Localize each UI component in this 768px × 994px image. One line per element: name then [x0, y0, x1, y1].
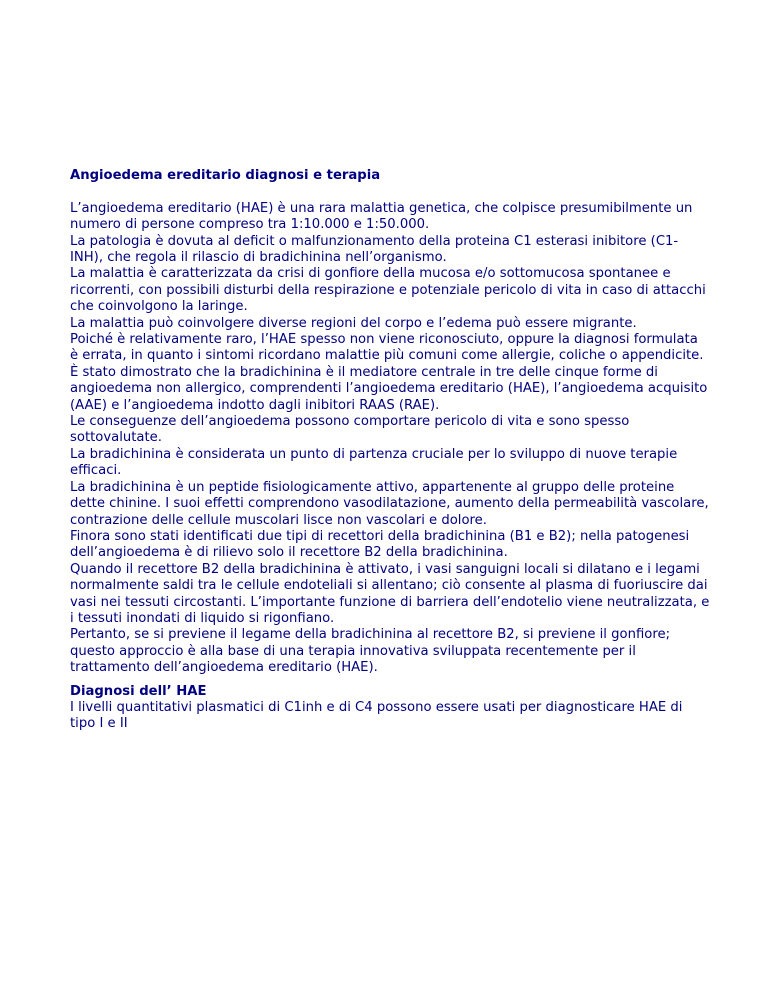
spacer	[70, 184, 710, 200]
paragraph: L’angioedema ereditario (HAE) è una rara malattia genetica, che colpisce presumibilmente un numero di persone compreso tra 1:10.000 e 1:50.000.	[70, 200, 693, 233]
paragraph: Le conseguenze dell’angioedema possono comportare pericolo di vita e sono spesso sottovalutate.	[70, 414, 630, 446]
paragraph: La bradichinina è un peptide fisiologicamente attivo, appartenente al gruppo delle proteine dette chinine. I suoi effetti comprendono vasodilatazione, aumento della permeabilità vascolare, contrazione delle cellule muscolari lisce non vascolari e dolore.	[70, 479, 709, 528]
paragraph: Finora sono stati identificati due tipi di recettori della bradichinina (B1 e B2); nella patogenesi dell’angioedema è di rilievo solo il recettore B2 della bradichinina.	[70, 528, 690, 561]
paragraph: La bradichinina è considerata un punto di partenza cruciale per lo sviluppo di nuove terapie efficaci.	[70, 446, 678, 479]
paragraph: Pertanto, se si previene il legame della bradichinina al recettore B2, si previene il gonfiore; questo approccio è alla base di una terapia innovativa sviluppata recentemente per il trattamento dell’angioedema ereditario (HAE).	[70, 627, 671, 676]
paragraph: La patologia è dovuta al deficit o malfunzionamento della proteina C1 esterasi inibitore (C1-INH), che regola il rilascio di bradichinina nell’organismo.	[70, 233, 679, 266]
document-page	[70, 168, 710, 733]
paragraph: La malattia può coinvolgere diverse regioni del corpo e l’edema può essere migrante.	[70, 315, 637, 331]
paragraph: La malattia è caratterizzata da crisi di gonfiore della mucosa e/o sottomucosa spontanee e ricorrenti, con possibili disturbi della respirazione e potenziale pericolo di vita in caso di attacchi che coinvolgono la laringe.	[70, 266, 706, 315]
paragraph: Quando il recettore B2 della bradichinina è attivato, i vasi sanguigni locali si dilatano e i legami normalmente saldi tra le cellule endoteliali si allentano; ciò consente al plasma di fuoriuscire dai vasi nei tessuti circostanti. L’importante funzione di barriera dell’endotelio viene neutralizzata, e i tessuti inondati di liquido si rigonfiano.	[70, 561, 710, 626]
paragraph: Poiché è relativamente raro, l’HAE spesso non viene riconosciuto, oppure la diagnosi formulata è errata, in quanto i sintomi ricordano malattie più comuni come allergie, coliche o appendicite.	[70, 332, 704, 364]
section-text: I livelli quantitativi plasmatici di C1inh e di C4 possono essere usati per diagnosticare HAE di tipo I e II	[70, 699, 683, 732]
paragraph: È stato dimostrato che la bradichinina è il mediatore centrale in tre delle cinque forme di angioedema non allergico, comprendenti l’angioedema ereditario (HAE), l’angioedema acquisito (AAE) e l’angioedema indotto dagli inibitori RAAS (RAE).	[70, 364, 708, 413]
spacer	[70, 677, 710, 684]
section-title: Diagnosi dell’ HAE	[70, 683, 207, 699]
document-title: Angioedema ereditario diagnosi e terapia	[70, 168, 381, 183]
